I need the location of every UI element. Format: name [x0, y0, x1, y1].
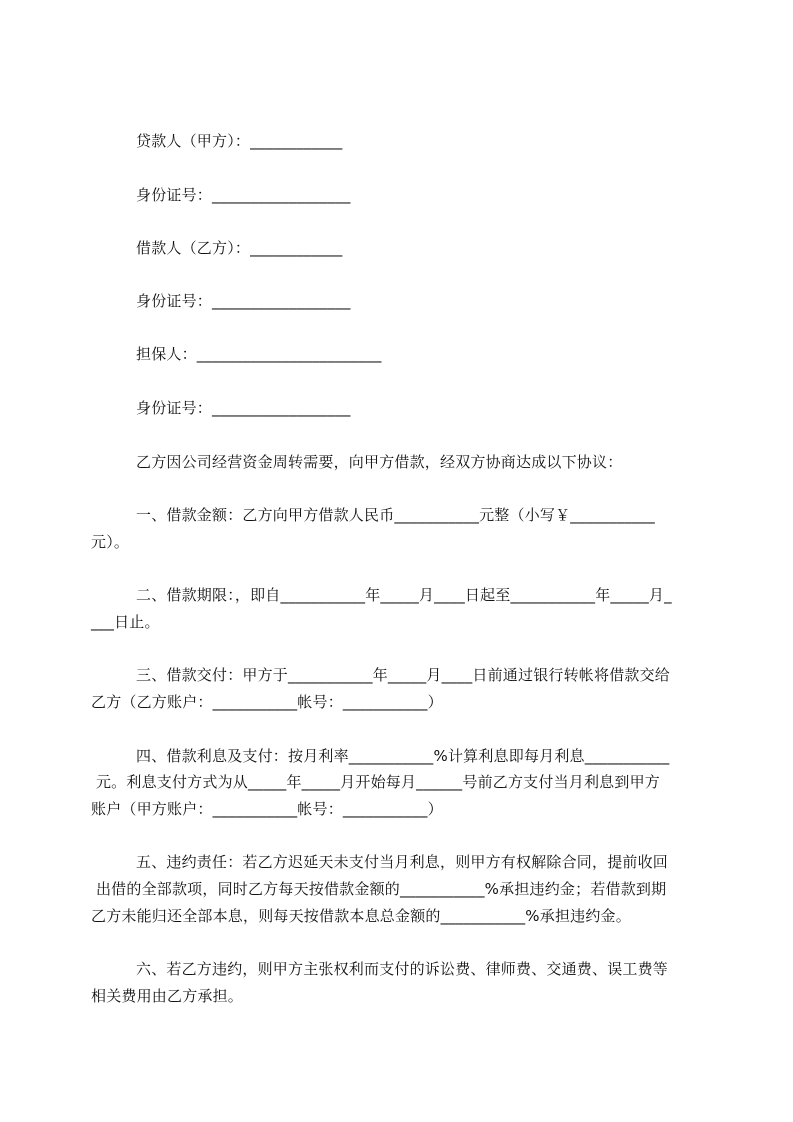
clause-5-line-1: 五、违约责任：若乙方迟延天未支付当月利息，则甲方有权解除合同，提前收回 [136, 853, 669, 871]
guarantor-field: 担保人：________________________ [136, 345, 382, 363]
clause-4-line-2: 元。利息支付方式为从_____年_____月开始每月______号前乙方支付当月利息到甲方 [91, 773, 660, 791]
clause-3-line-1: 三、借款交付：甲方于___________年_____月____日前通过银行转帐将借款交给 [136, 666, 671, 684]
clause-6-line-1: 六、若乙方违约，则甲方主张权利而支付的诉讼费、律师费、交通费、误工费等 [136, 960, 669, 978]
clause-5-line-2: 出借的全部款项，同时乙方每天按借款金额的___________%承担违约金；若借款到期 [91, 880, 667, 898]
guarantor-id-field: 身份证号：__________________ [136, 399, 351, 417]
lender-field: 贷款人（甲方）：____________ [136, 132, 343, 150]
borrower-id-field: 身份证号：__________________ [136, 292, 351, 310]
clause-1-line-1: 一、借款金额：乙方向甲方借款人民币___________元整（小写￥___________ [136, 506, 656, 524]
lender-id-field: 身份证号：__________________ [136, 186, 351, 204]
clause-1-line-2: 元）。 [91, 533, 130, 551]
intro-paragraph: 乙方因公司经营资金周转需要，向甲方借款，经双方协商达成以下协议： [136, 453, 623, 471]
clause-2-line-2: ___日止。 [91, 613, 160, 631]
clause-4-line-3: 账户（甲方账户：___________帐号：___________） [91, 800, 443, 818]
clause-5-line-3: 乙方未能归还全部本息，则每天按借款本息总金额的___________%承担违约金。 [91, 907, 631, 925]
borrower-field: 借款人（乙方）：____________ [136, 239, 343, 257]
clause-4-line-1: 四、借款利息及支付：按月利率___________%计算利息即每月利息___________ [136, 747, 670, 765]
clause-6-line-2: 相关费用由乙方承担。 [91, 987, 244, 1005]
clause-2-line-1: 二、借款期限：，即自___________年_____月____日起至___________年_____月_ [136, 586, 672, 604]
clause-3-line-2: 乙方（乙方账户：___________帐号：___________） [91, 693, 443, 711]
